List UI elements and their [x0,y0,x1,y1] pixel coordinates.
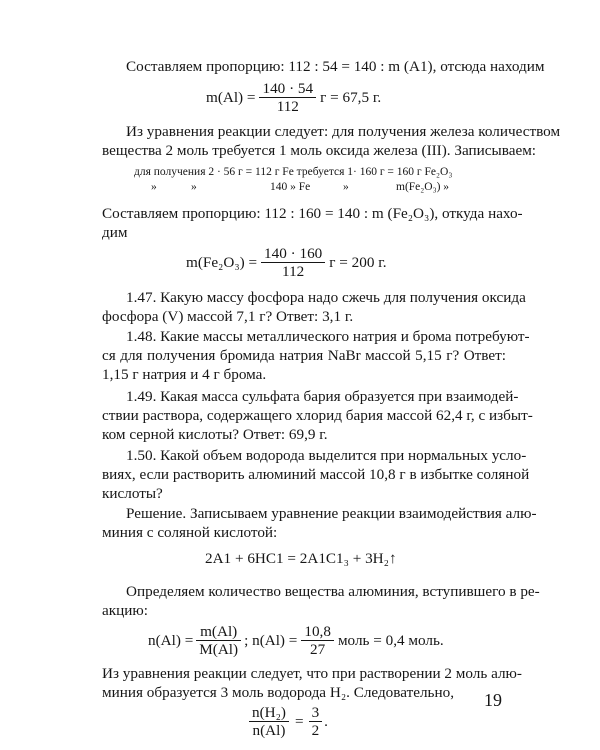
text-line: вещества 2 моль требуется 1 моль оксида железа (III). Записываем: [102,142,537,159]
fraction-numerator: 3 [309,704,323,722]
problem-1-50: виях, если растворить алюминий массой 10,8 г в избытке соляной [102,466,530,483]
equation-lhs: n(Al) = [148,631,194,649]
fraction [259,80,316,115]
fraction [196,623,241,658]
text-line: Из уравнения реакции следует: для получения железа количеством [126,123,561,140]
equation-ratio [246,704,328,739]
problem-1-49: 1.49. Какая масса сульфата бария образуется при взаимодей- [126,388,519,405]
problem-1-47: фосфора (V) массой 7,1 г? Ответ: 3,1 г. [102,308,354,325]
equation-lhs: m(Fe₂O₃) = [186,253,258,271]
text-line: Из уравнения реакции следует, что при растворении 2 моль алю- [102,665,522,682]
fraction-denominator: 27 [310,641,326,658]
problem-1-50: 1.50. Какой объем водорода выделится при нормальных усло- [126,447,527,464]
scheme-ditto: » [151,181,157,193]
reaction-equation: 2A1 + 6HC1 = 2A1C1₃ + 3H₂↑ [205,550,397,567]
equation-n-al [148,623,444,658]
fraction-denominator: 2 [311,722,320,739]
scheme-line: для получения 2 · 56 г = 112 г Fe требуется 1· 160 г = 160 г Fe₂O₃ [134,166,453,178]
equation-m-al [206,80,381,115]
fraction [309,704,323,739]
fraction [261,245,325,280]
fraction-denominator: n(Al) [252,722,286,739]
fraction [249,704,289,739]
text-line: акцию: [102,602,148,619]
scheme-ditto: » [191,181,197,193]
equation-rhs: моль = 0,4 моль. [337,631,444,649]
problem-1-47: 1.47. Какую массу фосфора надо сжечь для получения оксида [126,289,526,306]
equation-lhs: m(Al) = [206,88,256,106]
fraction-numerator: n(H₂) [249,704,289,722]
problem-1-50: кислоты? [102,485,163,502]
page-number: 19 [484,690,502,710]
fraction-numerator: 10,8 [301,623,334,641]
fraction-denominator: 112 [282,263,305,280]
scheme-value: m(Fe₂O₃) » [396,181,450,193]
text-line: Составляем пропорцию: 112 : 54 = 140 : m (A1), отсюда находим [126,58,545,75]
equation-rhs: г = 200 г. [329,253,387,271]
text-line: Определяем количество вещества алюминия, вступившего в ре- [126,583,540,600]
scheme-ditto: » [343,181,349,193]
fraction-numerator: 140 · 54 [259,80,316,98]
fraction-denominator: 112 [276,98,299,115]
text-line: миния образуется 3 моль водорода H₂. Следовательно, [102,684,454,701]
equation-m-fe2o3 [186,245,387,280]
problem-1-48: 1,15 г натрия и 4 г брома. [102,366,267,383]
fraction-numerator: 140 · 160 [261,245,325,263]
fraction [301,623,334,658]
equation-separator: ; n(Al) = [244,631,298,649]
text-line: дим [102,224,128,241]
problem-1-49: ствии раствора, содержащего хлорид бария массой 62,4 г, с избыт- [102,407,533,424]
equation-rhs: г = 67,5 г. [320,88,382,106]
solution-text: Решение. Записываем уравнение реакции взаимодействия алю- [126,505,537,522]
equals-sign: = [294,712,304,730]
fraction-numerator: m(Al) [196,623,241,641]
problem-1-48: ся для получения бромида натрия NaBr массой 5,15 г? Ответ: [102,347,506,364]
problem-1-49: ком серной кислоты? Ответ: 69,9 г. [102,426,328,443]
scheme-value: 140 » Fe [270,181,311,193]
period: . [324,712,328,730]
text-line: Составляем пропорцию: 112 : 160 = 140 : m (Fe₂O₃), откуда нахо- [102,205,523,222]
problem-1-48: 1.48. Какие массы металлического натрия и брома потребуют- [126,328,530,345]
solution-text: миния с соляной кислотой: [102,524,278,541]
fraction-denominator: M(Al) [199,641,239,658]
